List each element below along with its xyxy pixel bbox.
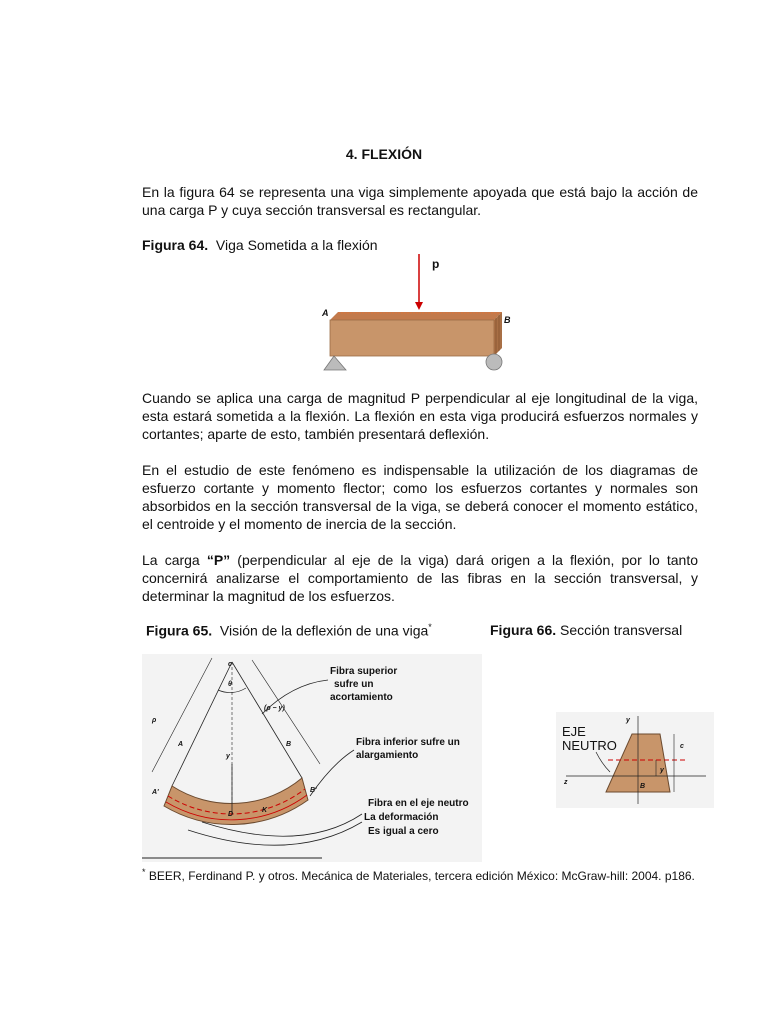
figure-65-caption-text: Visión de la deflexión de una viga — [219, 622, 429, 639]
annotation-top-line-2: sufre un — [334, 679, 374, 690]
symbol-theta: θ — [228, 681, 232, 688]
symbol-y-axis: y — [626, 717, 630, 724]
neutral-axis-label-2: NEUTRO — [562, 738, 617, 753]
figure-64-caption — [142, 237, 378, 253]
paragraph-load-p-bold: “P” — [206, 552, 231, 568]
symbol-k: K — [262, 807, 268, 814]
figure-65-footnote-mark: * — [428, 622, 432, 632]
figure-66-caption-text: Sección transversal — [560, 622, 683, 638]
symbol-a-prime: A' — [152, 789, 159, 796]
annotation-top-line-1: Fibra superior — [330, 666, 398, 677]
symbol-d: D — [228, 811, 234, 818]
figure-65-caption — [146, 622, 432, 639]
paragraph-load-p-before: La carga — [142, 552, 207, 568]
paragraph-load-p-after: (perpendicular al eje de la viga) dará origen a la flexión, por lo tanto concernirá analizarse el comportamiento de las fibras en la sección transversal, y determinar la magnitud de los esfuerzos. — [142, 552, 699, 604]
pin-support — [324, 356, 346, 370]
paragraph-load: Cuando se aplica una carga de magnitud P perpendicular al eje longitudinal de la viga, esta estará sometida a la flexión. La flexión en esta viga producirá esfuerzos normales y cortantes; aparte de esto, también presentará deflexión. — [142, 390, 698, 442]
beam-end-a-label: A — [322, 308, 329, 318]
figure-65-deflection-diagram — [142, 654, 482, 862]
figure-64-beam-diagram — [312, 252, 534, 378]
symbol-c: c — [228, 661, 232, 668]
figure-66-caption — [490, 622, 682, 638]
load-p-label: p — [432, 257, 440, 271]
symbol-z: z — [564, 779, 568, 786]
figure-64-label: Figura 64. — [142, 237, 209, 253]
annotation-bottom-line-1: Fibra en el eje neutro — [368, 798, 469, 809]
figure-65-label: Figura 65. — [146, 622, 213, 639]
beam-front-face — [330, 320, 494, 356]
symbol-b: B — [640, 783, 646, 790]
symbol-rho-minus-y: (ρ − y) — [264, 705, 285, 712]
figure-64-caption-text: Viga Sometida a la flexión — [215, 237, 378, 253]
beam-end-b-label: B — [504, 315, 511, 325]
section-heading: 4. FLEXIÓN — [345, 146, 423, 162]
paragraph-diagrams: En el estudio de este fenómeno es indispensable la utilización de los diagramas de esfuerzo cortante y momento flector; como los esfuerzos cortantes y normales son absorbidos en la sección transversal de la viga, se deberá conocer el momento estático, el centroide y el momento de inercia de la sección. — [142, 462, 698, 532]
paragraph-load-p — [142, 551, 698, 605]
figure-66-cross-section-diagram — [556, 712, 714, 808]
annotation-mid-line-2: alargamiento — [356, 750, 419, 761]
footnote — [142, 864, 698, 884]
footnote-text: BEER, Ferdinand P. y otros. Mecánica de Materiales, tercera edición México: McGraw-hill: 2004. p186. — [145, 869, 695, 883]
annotation-bottom-line-2: La deformación — [364, 812, 439, 823]
footnote-mark: * — [142, 867, 146, 877]
symbol-y: y — [660, 767, 664, 774]
symbol-b-prime: B' — [310, 787, 317, 794]
symbol-b: B — [286, 741, 292, 748]
roller-support — [486, 354, 502, 370]
annotation-bottom-line-3: Es igual a cero — [368, 826, 439, 837]
symbol-c: c — [680, 743, 684, 750]
symbol-y: y — [226, 753, 230, 760]
symbol-rho: ρ — [152, 717, 157, 724]
annotation-top-line-3: acortamiento — [330, 692, 393, 703]
neutral-axis-label-1: EJE — [562, 724, 586, 739]
annotation-mid-line-1: Fibra inferior sufre un — [356, 737, 460, 748]
symbol-a: A — [178, 741, 184, 748]
figure-66-label: Figura 66. — [490, 622, 557, 638]
intro-paragraph: En la figura 64 se representa una viga simplemente apoyada que está bajo la acción de una carga P y cuya sección transversal es rectangular. — [142, 184, 698, 218]
load-arrowhead — [415, 302, 423, 310]
